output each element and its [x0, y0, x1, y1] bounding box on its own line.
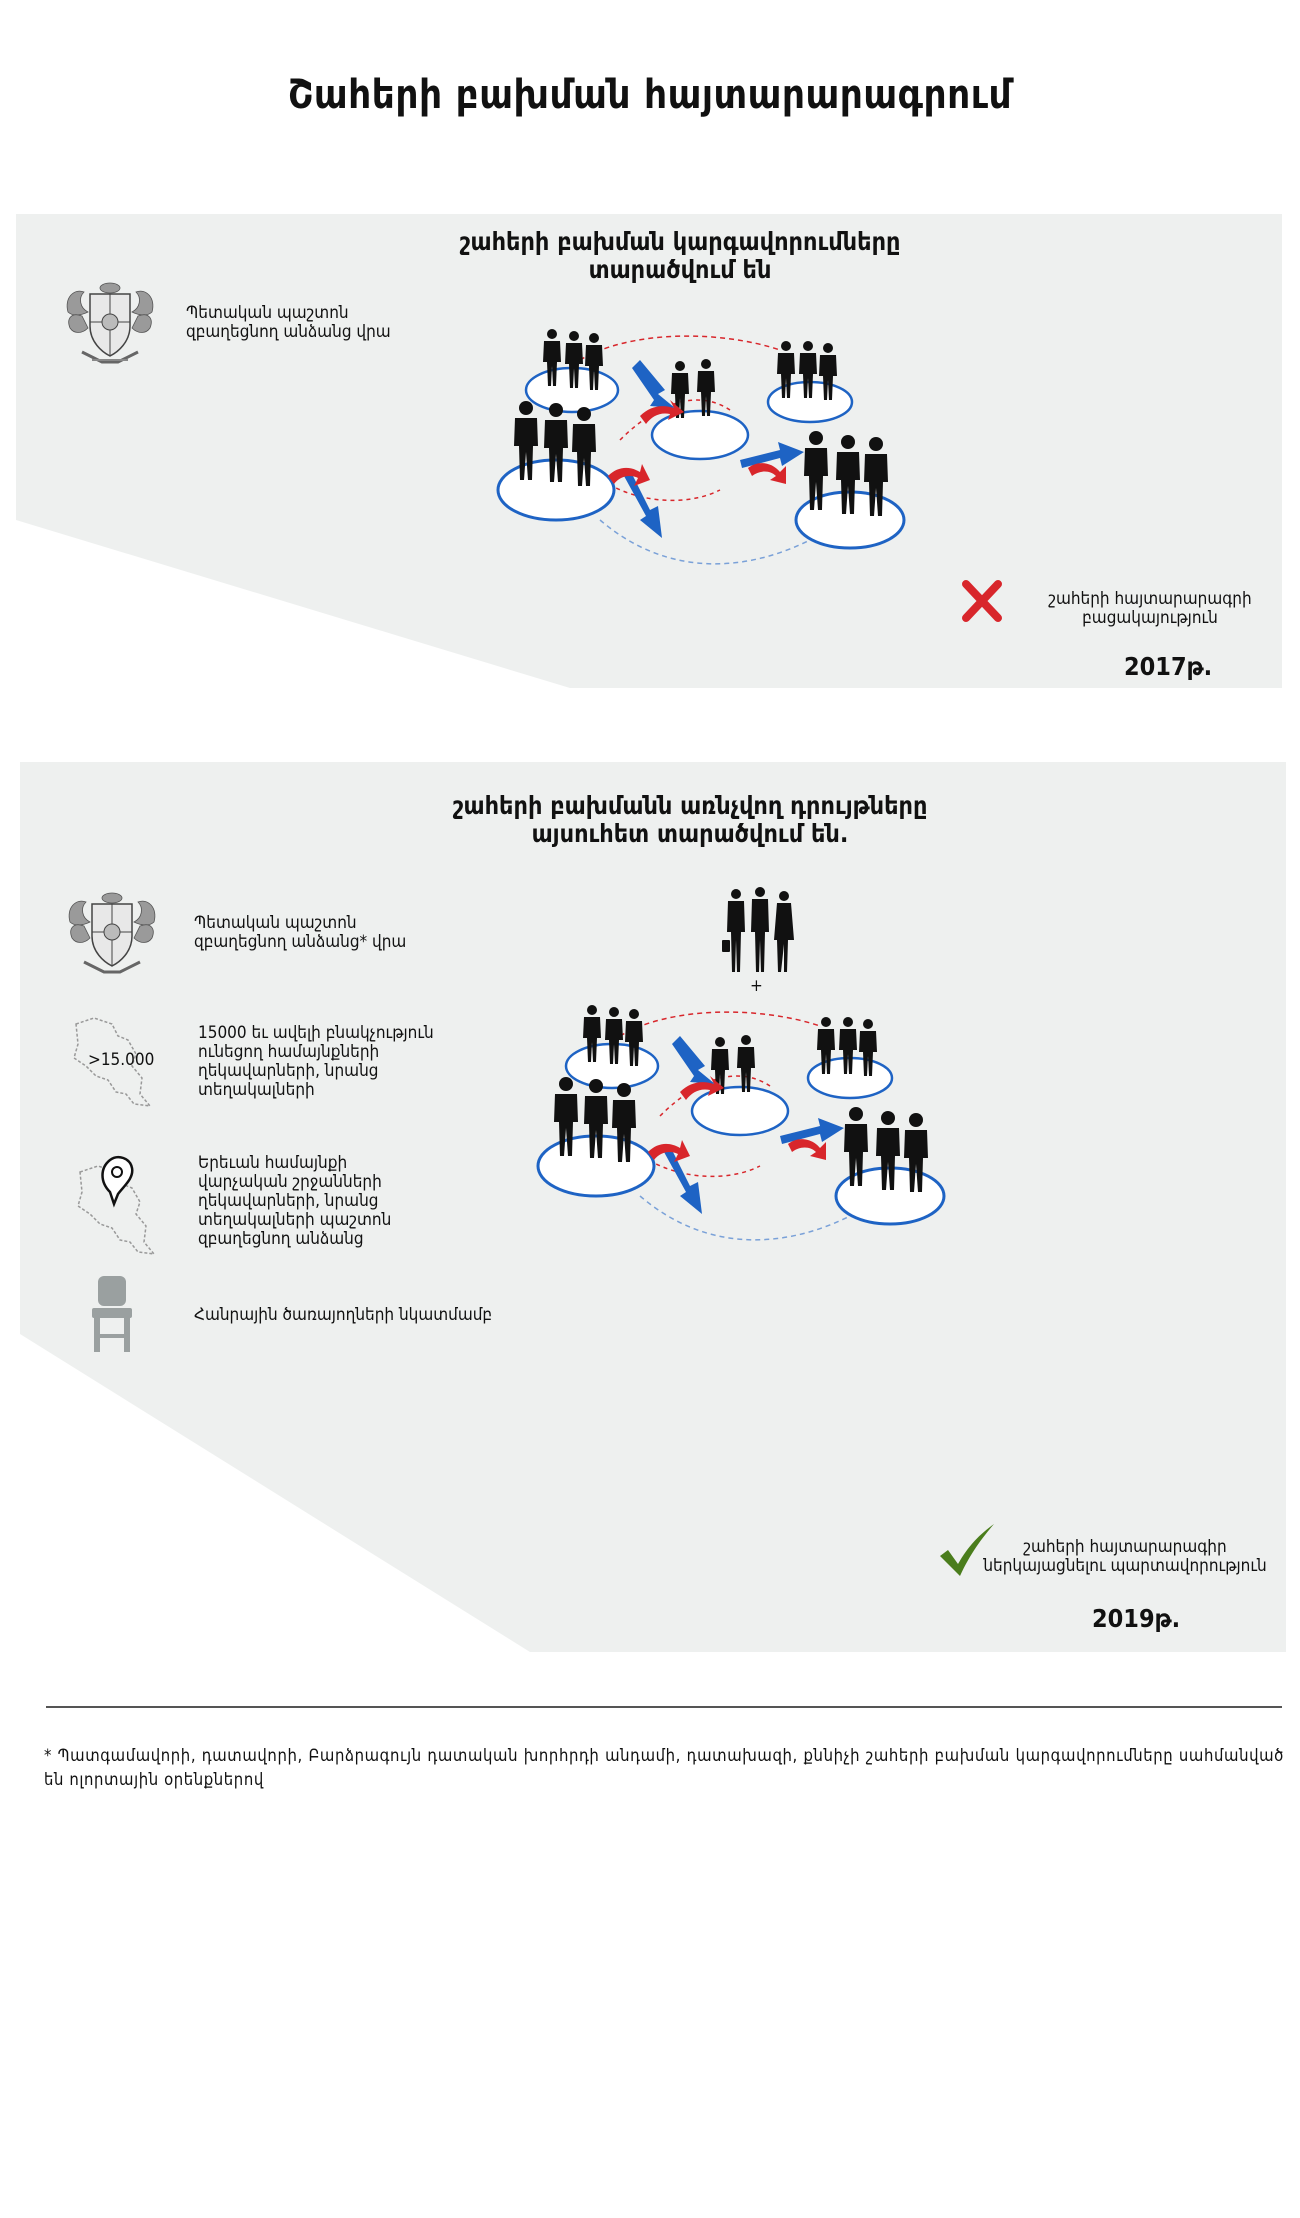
item-state-officials-2017 — [186, 304, 391, 342]
people-network-illustration — [490, 320, 910, 580]
status-2017 — [1040, 590, 1260, 628]
item-text: տեղակալների պաշտոն — [198, 1210, 392, 1230]
status-text: բացակայություն — [1082, 608, 1218, 628]
status-text: շահերի հայտարարագրի — [1048, 589, 1252, 609]
year-2019: 2019թ. — [1092, 1604, 1181, 1633]
location-pin-map-icon — [72, 1148, 168, 1258]
heading-line: այսուհետ տարածվում են. — [531, 819, 849, 848]
item-text: զբաղեցնող անձանց վրա — [186, 322, 391, 342]
item-community-heads — [198, 1024, 434, 1100]
heading-line: շահերի բախմանն առնչվող դրույթները — [452, 791, 928, 820]
item-text: 15000 եւ ավելի բնակչություն — [198, 1023, 434, 1043]
map-label: >15.000 — [88, 1050, 155, 1070]
people-network-illustration — [530, 996, 950, 1256]
item-text: Պետական պաշտոն — [194, 913, 357, 933]
item-text: վարչական շրջանների — [198, 1172, 382, 1192]
section-2019-heading — [360, 792, 1020, 848]
red-cross-icon — [960, 578, 1004, 624]
item-yerevan-districts — [198, 1154, 391, 1249]
chair-icon — [90, 1274, 134, 1354]
year-2017: 2017թ. — [1124, 652, 1213, 681]
status-text: ներկայացնելու պարտավորություն — [983, 1556, 1267, 1576]
page-title: Շահերի բախման հայտարարագրում — [287, 72, 1013, 118]
item-text: ունեցող համայնքների — [198, 1042, 380, 1062]
section-2017-heading — [380, 228, 980, 284]
item-text: ղեկավարների, նրանց — [198, 1191, 379, 1211]
status-text: շահերի հայտարարագիր — [1023, 1537, 1227, 1557]
business-people-icon — [720, 888, 800, 974]
item-text: զբաղեցնող անձանց* վրա — [194, 932, 407, 952]
footnote: * Պատգամավորի, դատավորի, Բարձրագույն դատական խորհրդի անդամի, դատախազի, քննիչի շահերի բախման կարգավորումները սահմանված են ոլորտային օրենքներով — [44, 1746, 1284, 1789]
item-text: Երեւան համայնքի — [198, 1153, 348, 1173]
item-state-officials-2019 — [194, 914, 406, 952]
coat-of-arms-icon — [64, 892, 160, 978]
item-text: տեղակալների — [198, 1080, 315, 1100]
status-2019 — [980, 1538, 1270, 1576]
plus-sign: + — [750, 976, 763, 996]
item-text: զբաղեցնող անձանց — [198, 1229, 364, 1249]
coat-of-arms-icon — [62, 282, 158, 368]
item-public-servants: Հանրային ծառայողների նկատմամբ — [194, 1305, 493, 1325]
heading-line: տարածվում են — [588, 255, 772, 284]
item-text: ղեկավարների, նրանց — [198, 1061, 379, 1081]
item-text: Պետական պաշտոն — [186, 303, 349, 323]
heading-line: շահերի բախման կարգավորումները — [459, 227, 901, 256]
